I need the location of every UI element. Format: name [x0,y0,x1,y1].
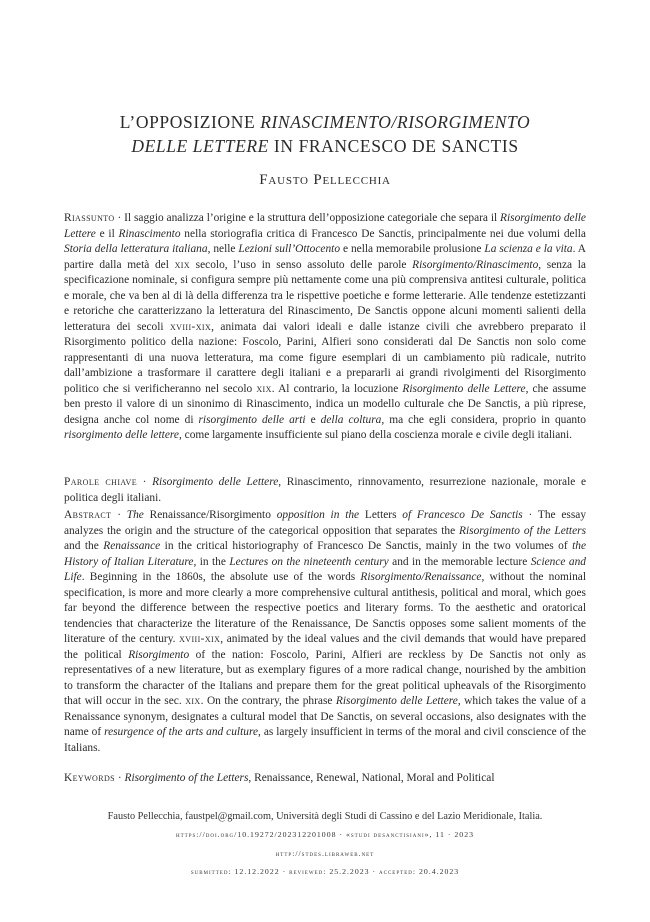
century-numeral: xix [185,695,201,707]
italic-text: Risorgimento delle Lettere [335,695,458,707]
italic-text: opposition in the [270,509,365,521]
italic-text: Risorgimento delle Lettere [64,212,586,240]
italic-text: Rinascimento [118,227,181,240]
text: , which takes the value of a Renaissance synonym, designates a cultural model that De Sanctis, on several occasions, also designates with the name of [64,695,586,738]
century-numeral: xix [174,258,190,271]
title-part: L’OPPOSIZIONE [119,112,261,132]
parole-chiave-paragraph [64,475,586,506]
text: · The essay analyzes the origin and the structure of the categorical opposition that separates the [64,509,587,537]
text: Renaissance/Risorgimento [149,509,271,521]
text: . Al contrario, la locuzione [271,382,403,395]
italic-text: Risorgimento of the Letters [459,524,587,537]
article-title [40,110,610,158]
text: Letters [364,509,397,521]
abstract-paragraph [64,508,586,756]
parole-chiave-label: Parole chiave [64,476,138,488]
text: and the [64,540,104,552]
italic-text: risorgimento delle arti [198,413,306,426]
italic-text: Risorgimento delle Lettere [152,476,279,488]
keywords-label: Keywords [64,772,115,784]
text: , animated by the ideal values and the civil demands that would have prepared the political [64,633,586,661]
italic-text: Risorgimento of the Letters [124,772,249,784]
text: , come largamente insufficiente sul piano della coscienza morale e civile degli italiani. [178,429,572,441]
riassunto-label: Riassunto [64,212,115,224]
italic-text: of Francesco De Sanctis [396,509,523,521]
text: , as largely insufficient in terms of the moral and civil conscience of the Italians. [64,726,586,754]
author-affiliation: Fausto Pellecchia, faustpel@gmail.com, Università degli Studi di Cassino e del Lazio Meridionale, Italia. [107,811,543,822]
text: and in the memorable lecture [388,555,531,568]
italic-text: Risorgimento [128,648,190,661]
italic-text: Lezioni sull’Ottocento [238,243,341,255]
text: , nelle [207,243,239,255]
text: , che assume ben presto il valore di un sinonimo di Rinascimento, indica un modello culturale che De Sanctis, a più riprese, designa anche col nome di [64,382,586,426]
separator: · [114,772,125,784]
century-numeral: xviii-xix [169,320,212,333]
italic-text: the History of Italian Literature [64,540,586,568]
text: nella storiografia critica di Francesco De Sanctis, principalmente nei due volumi della [180,227,586,240]
separator: · [114,212,125,224]
text: , ma che egli considera, proprio in quanto [381,413,586,426]
italic-text: resurgence of the arts and culture [104,726,259,738]
text: e [305,413,321,426]
text: , animata dai valori ideali e dalle istanze civili che avrebbero preparato il Risorgimento politico della nazione: Foscolo, Parini, Alfieri sono considerati dal De Sanctis non solo come rappresentanti di una nuova letteratura, ma come figure esemplari di un cambiamento più radicale, nutrito dall’ambizione a trasformare il carattere degli italiani e a prepararli ai grandi rivolgimenti del Risorgimento politico che si verificheranno nel secolo [64,320,586,395]
separator: · [137,476,153,488]
separator: · [111,509,127,521]
italic-text: Lectures on the nineteenth century [229,555,389,568]
century-numeral: xix [256,382,272,395]
text: . Beginning in the 1860s, the absolute use of the words [81,571,361,583]
italic-text: The [126,509,150,521]
text: , Rinascimento, rinnovamento, resurrezione nazionale, morale e politica degli italiani. [64,476,586,504]
italic-text: Risorgimento/Renaissance [360,571,482,583]
text: Il saggio analizza l’origine e la struttura dell’opposizione categoriale che separa il [124,212,501,224]
text: , in the [193,555,230,568]
text: of the nation: Foscolo, Parini, Alfieri are reckless by De Sanctis not only as representatives of a new literature, but as exemplary figures of a more radical change, nourished by the ambition to transform the character of the Italians and prepare them for the great political upheavals of the Risorgimento that will occur in the sec. [64,648,586,707]
text: , senza la specificazione nominale, si configura sempre più nettamente come una più comprensiva antitesi culturale, politica e morale, che va ben al di là della differenza tra le rispettive poetiche e forme letterarie. Alle tendenze estetizzanti e retoriche che caratterizzano la letteratura del Rinascimento, De Sanctis oppone alcuni momenti salienti della letteratura dei secoli [64,258,586,333]
keywords-paragraph [64,771,586,787]
doi-line: https://doi.org/10.19272/202312201008 · «studi desanctisiani», 11 · 2023 [175,830,475,839]
text: e nella memorabile prolusione [340,243,485,255]
title-part-italic: DELLE LETTERE [131,136,269,156]
italic-text: Risorgimento/Rinascimento [412,258,539,271]
text: , without the nominal specification, is more and more clearly a more comprehensive cultural antithesis, political and moral, which goes far beyond the difference between the respective poetics and literary forms. To the aesthetic and oratorical tendencies that characterize the literature of the Renaissance, De Sanctis opposes some salient moments of the literature of the century. [64,571,586,645]
review-dates: submitted: 12.12.2022 · reviewed: 25.2.2023 · accepted: 20.4.2023 [190,867,460,876]
italic-text: Storia della letteratura italiana [64,243,208,255]
italic-text: risorgimento delle lettere [64,429,179,441]
italic-text: Science and Life [64,555,586,583]
text: e il [95,227,119,240]
century-numeral: xviii-xix [179,633,221,645]
italic-text: della coltura [320,413,382,426]
text: in the critical historiography of Francesco De Sanctis, mainly in the two volumes of [160,540,573,552]
text: . A partire dalla metà del [64,243,586,271]
title-part: IN FRANCESCO DE SANCTIS [268,136,519,156]
italic-text: La scienza e la vita [484,243,573,255]
abstract-label: Abstract [64,509,112,521]
journal-url: http://stdes.libraweb.net [275,849,375,858]
title-part-italic: RINASCIMENTO/RISORGIMENTO [260,112,531,132]
italic-text: Renaissance [103,540,161,552]
italic-text: Risorgimento delle Lettere [402,382,526,395]
text: . On the contrary, the phrase [200,695,336,707]
riassunto-paragraph [64,211,586,444]
text: , Renaissance, Renewal, National, Moral and Political [248,772,495,784]
text: secolo, l’uso in senso assoluto delle parole [190,258,413,271]
author-name: Fausto Pellecchia [259,172,391,188]
